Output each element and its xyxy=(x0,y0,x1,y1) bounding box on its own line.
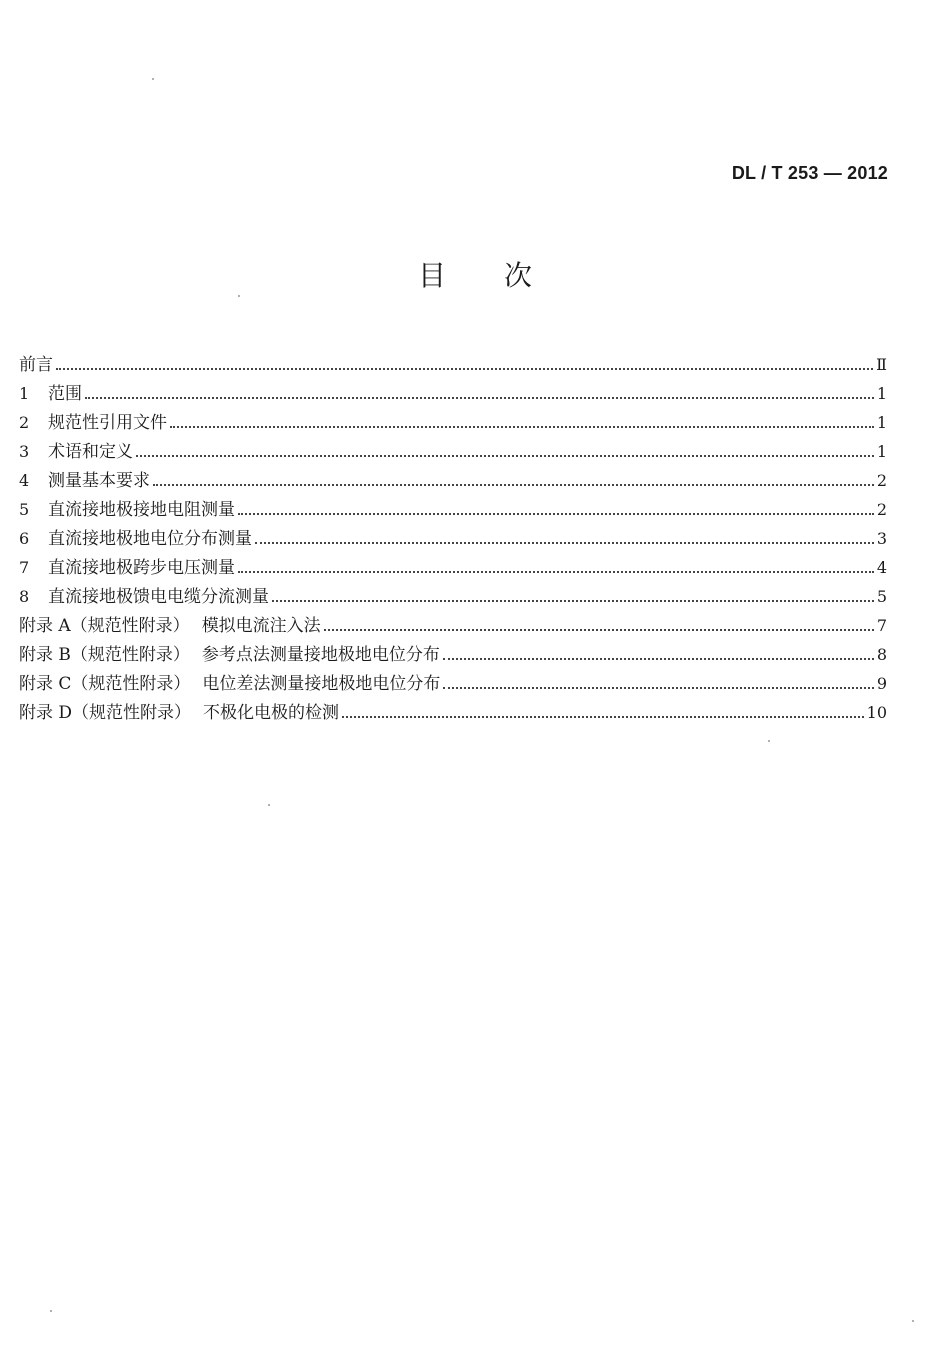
toc-appendix-subtitle: 参考点法测量接地极地电位分布 xyxy=(201,645,440,665)
toc-entry-foreword[interactable] xyxy=(19,347,887,376)
toc-entry-title: 术语和定义 xyxy=(48,442,133,462)
toc-appendix-label: 附录 C（规范性附录） xyxy=(19,674,191,694)
toc-dot-leader xyxy=(238,571,874,573)
toc-page-number: 4 xyxy=(876,558,887,577)
scan-speck xyxy=(912,1320,914,1322)
toc-entry-title: 测量基本要求 xyxy=(48,471,150,491)
toc-entry-title: 直流接地极地电位分布测量 xyxy=(48,529,252,549)
toc-entry-title: 直流接地极接地电阻测量 xyxy=(48,500,235,520)
toc-appendix-label: 附录 D（规范性附录） xyxy=(19,703,192,723)
toc-page-number: 1 xyxy=(876,413,887,432)
toc-entry-title xyxy=(19,615,321,637)
toc-entry-title xyxy=(19,644,440,666)
toc-page-number: 1 xyxy=(876,384,887,403)
toc-dot-leader xyxy=(153,484,874,486)
toc-entry-number: 6 xyxy=(19,529,30,548)
toc-appendix-subtitle: 不极化电极的检测 xyxy=(203,703,340,723)
toc-page-number: 9 xyxy=(876,674,887,693)
toc-dot-leader xyxy=(255,542,874,544)
toc-dot-leader xyxy=(324,629,874,631)
toc-dot-leader xyxy=(56,368,873,370)
toc-appendix-subtitle: 模拟电流注入法 xyxy=(201,616,321,636)
scan-speck xyxy=(50,1310,52,1312)
toc-entry-number: 3 xyxy=(19,442,30,461)
toc-page-number: 7 xyxy=(876,616,887,635)
toc-entry-normative-references[interactable] xyxy=(19,405,887,434)
toc-appendix-label: 附录 A（规范性附录） xyxy=(19,616,190,636)
toc-entry-number: 5 xyxy=(19,500,30,519)
toc-entry-potential-distribution[interactable] xyxy=(19,521,887,550)
standard-code: DL / T 253 — 2012 xyxy=(731,163,888,183)
toc-entry-appendix-c[interactable] xyxy=(19,666,887,695)
toc-appendix-subtitle: 电位差法测量接地极地电位分布 xyxy=(202,674,441,694)
toc-appendix-label: 附录 B（规范性附录） xyxy=(19,645,190,665)
toc-entry-title xyxy=(19,673,440,695)
toc-entry-cable-shunt[interactable] xyxy=(19,579,887,608)
toc-entry-grounding-resistance[interactable] xyxy=(19,492,887,521)
toc-entry-appendix-b[interactable] xyxy=(19,637,887,666)
page-title xyxy=(0,254,950,294)
toc-dot-leader xyxy=(238,513,874,515)
toc-page-number: Ⅱ xyxy=(876,355,887,374)
toc-entry-number: 8 xyxy=(19,587,30,606)
toc-page-number: 10 xyxy=(866,703,887,722)
toc-dot-leader xyxy=(443,687,873,689)
toc-page-number: 5 xyxy=(876,587,887,606)
toc-entry-number: 1 xyxy=(19,384,30,403)
toc-entry-number: 2 xyxy=(19,413,30,432)
toc-dot-leader xyxy=(170,426,874,428)
toc-entry-basic-requirements[interactable] xyxy=(19,463,887,492)
scan-speck xyxy=(768,740,770,742)
toc-entry-scope[interactable] xyxy=(19,376,887,405)
toc-entry-step-voltage[interactable] xyxy=(19,550,887,579)
toc-entry-appendix-a[interactable] xyxy=(19,608,887,637)
toc-entry-number: 7 xyxy=(19,558,30,577)
toc-page-number: 3 xyxy=(876,529,887,548)
toc-page-number: 2 xyxy=(876,471,887,490)
toc-page-number: 8 xyxy=(876,645,887,664)
toc-entry-title xyxy=(19,702,339,724)
toc-dot-leader xyxy=(342,716,864,718)
toc-entry-appendix-d[interactable] xyxy=(19,695,887,724)
toc-dot-leader xyxy=(136,455,874,457)
toc-dot-leader xyxy=(85,397,874,399)
toc-entry-title: 直流接地极跨步电压测量 xyxy=(48,558,235,578)
toc-entry-terms-definitions[interactable] xyxy=(19,434,887,463)
toc-entry-title: 前言 xyxy=(19,355,53,375)
toc-dot-leader xyxy=(272,600,874,602)
toc-dot-leader xyxy=(443,658,874,660)
table-of-contents xyxy=(19,347,887,724)
scan-speck xyxy=(268,804,270,806)
toc-entry-title: 直流接地极馈电电缆分流测量 xyxy=(48,587,269,607)
scan-speck xyxy=(238,295,240,297)
page-title-char-1: 目 xyxy=(417,259,446,292)
toc-entry-number: 4 xyxy=(19,471,30,490)
toc-entry-title: 规范性引用文件 xyxy=(48,413,167,433)
scan-speck xyxy=(152,78,154,80)
toc-page-number: 1 xyxy=(876,442,887,461)
page-title-char-2: 次 xyxy=(504,259,533,292)
toc-entry-title: 范围 xyxy=(48,384,82,404)
toc-page-number: 2 xyxy=(876,500,887,519)
